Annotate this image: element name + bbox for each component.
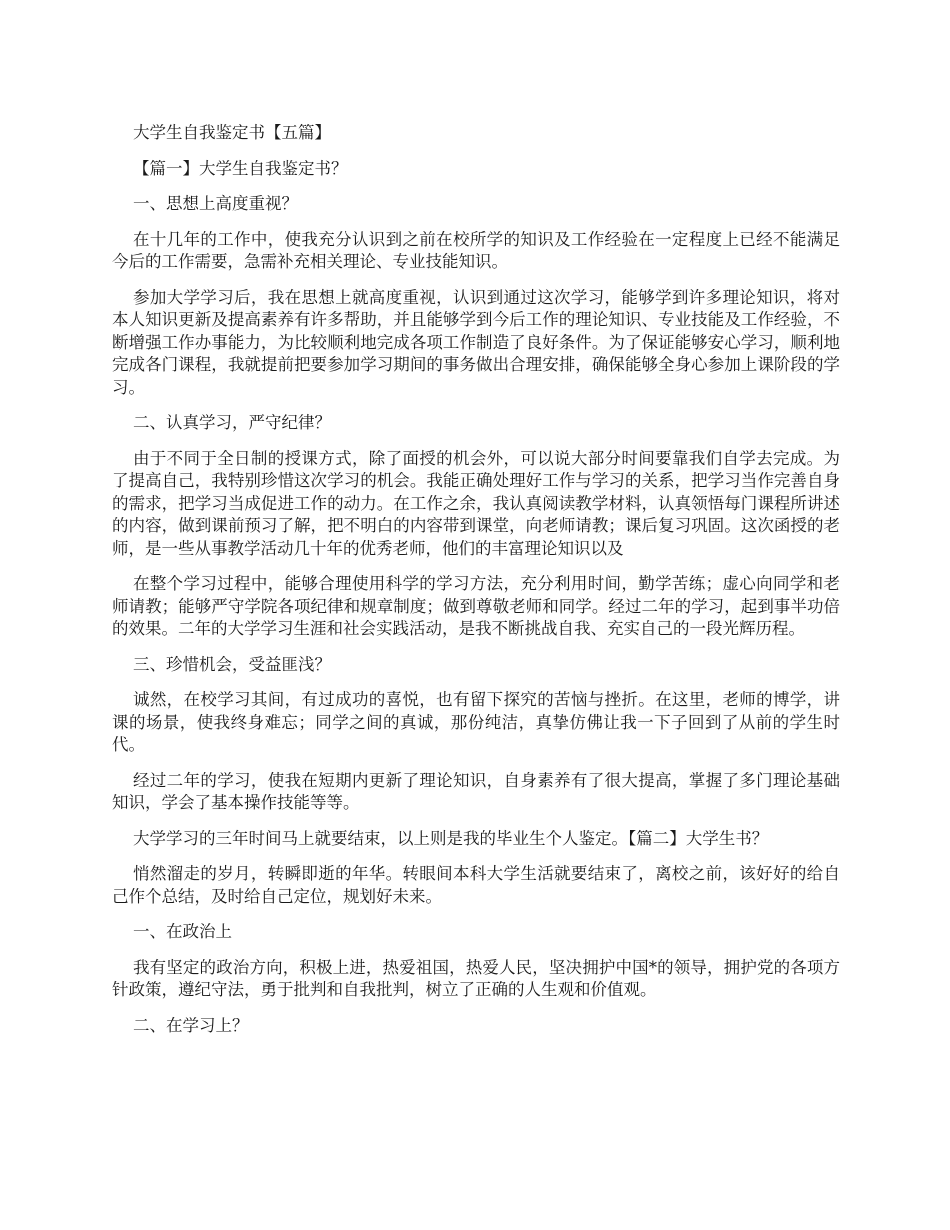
paragraph: 我有坚定的政治方向，积极上进，热爱祖国，热爱人民，坚决拥护中国*的领导，拥护党的各项方针政策，遵纪守法，勇于批判和自我批判，树立了正确的人生观和价值观。 (112, 957, 840, 999)
document-page (112, 122, 840, 1050)
paragraph: 诚然，在校学习其间，有过成功的喜悦，也有留下探究的苦恼与挫折。在这里，老师的博学，讲课的场景，使我终身难忘；同学之间的真诚，那份纯洁，真挚仿佛让我一下子回到了从前的学生时代。 (112, 690, 840, 754)
document-title: 大学生自我鉴定书【五篇】 (133, 123, 331, 142)
paragraph: 在整个学习过程中，能够合理使用科学的学习方法，充分利用时间，勤学苦练；虚心向同学和老师请教；能够严守学院各项纪律和规章制度；做到尊敬老师和同学。经过二年的学习，起到事半功倍的效果。二年的大学学习生涯和社会实践活动，是我不断挑战自我、充实自己的一段光辉历程。 (112, 574, 840, 638)
section-heading: 一、思想上高度重视？ (133, 194, 298, 213)
paragraph: 由于不同于全日制的授课方式，除了面授的机会外，可以说大部分时间要靠我们自学去完成。为了提高自己，我特别珍惜这次学习的机会。我能正确处理好工作与学习的关系，把学习当作完善自身的需求，把学习当成促进工作的动力。在工作之余，我认真阅读教学材料，认真领悟每门课程所讲述的内容，做到课前预习了解，把不明白的内容带到课堂，向老师请教；课后复习巩固。这次函授的老师，是一些从事教学活动几十年的优秀老师，他们的丰富理论知识以及 (112, 448, 840, 558)
section-heading: 一、在政治上 (133, 922, 232, 941)
paragraph: 参加大学学习后，我在思想上就高度重视，认识到通过这次学习，能够学到许多理论知识，将对本人知识更新及提高素养有许多帮助，并且能够学到今后工作的理论知识、专业技能及工作经验，不断增强工作办事能力，为比较顺利地完成各项工作制造了良好条件。为了保证能够安心学习，顺利地完成各门课程，我就提前把要参加学习期间的事务做出合理安排，确保能够全身心参加上课阶段的学习。 (112, 287, 840, 397)
section-heading: 三、珍惜机会，受益匪浅？ (133, 654, 331, 674)
paragraph: 大学学习的三年时间马上就要结束，以上则是我的毕业生个人鉴定。【篇二】大学生书？ (133, 828, 769, 848)
section-heading: 二、在学习上？ (133, 1015, 249, 1035)
section-heading: 二、认真学习，严守纪律？ (133, 413, 331, 432)
section-heading: 【篇一】大学生自我鉴定书？ (133, 158, 348, 178)
paragraph: 悄然溜走的岁月，转瞬即逝的年华。转眼间本科大学生活就要结束了，离校之前，该好好的给自己作个总结，及时给自己定位，规划好未来。 (112, 864, 840, 906)
paragraph: 经过二年的学习，使我在短期内更新了理论知识，自身素养有了很大提高，掌握了多门理论基础知识，学会了基本操作技能等等。 (112, 770, 840, 812)
paragraph: 在十几年的工作中，使我充分认识到之前在校所学的知识及工作经验在一定程度上已经不能满足今后的工作需要，急需补充相关理论、专业技能知识。 (112, 229, 840, 271)
